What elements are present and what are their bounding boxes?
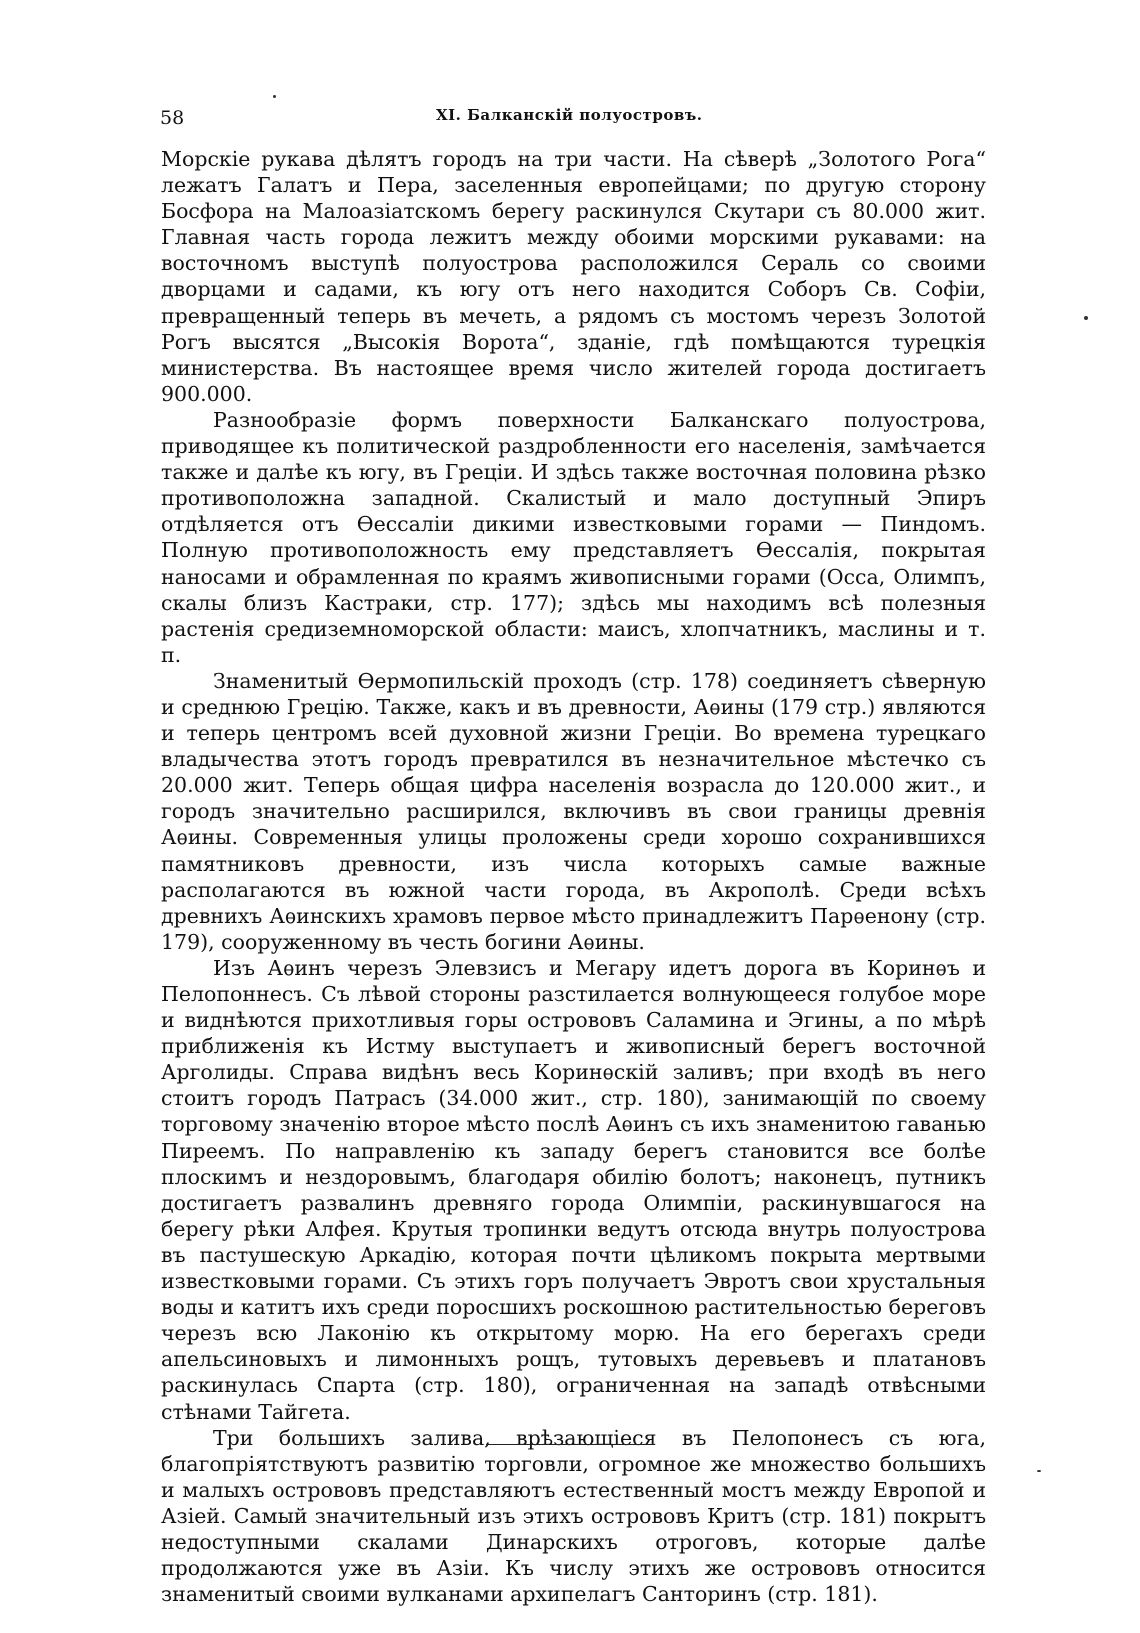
paragraph-2: Разнообразіе формъ поверхности Балканскаго полуострова, приводящее къ политической раздробленности его населенія, замѣчается также и далѣе къ югу, въ Греціи. И здѣсь также восточная половина рѣзко противоположна западной. Скалистый и мало доступный Эпиръ отдѣляется отъ Ѳессаліи дикими известковыми горами — Пиндомъ. Полную противоположность ему представляетъ Ѳессалія, покрытая наносами и обрамленная по краямъ живописными горами (Осса, Олимпъ, скалы близъ Кастраки, стр. 177); здѣсь мы находимъ всѣ полезныя растенія средиземноморской области: маисъ, хлопчатникъ, маслины и т. п. <box>161 407 986 667</box>
paragraph-3: Знаменитый Ѳермопильскій проходъ (стр. 178) соединяетъ сѣверную и среднюю Грецію. Также, какъ и въ древности, Аѳины (179 стр.) являются и теперь центромъ всей духовной жизни Греціи. Во времена турецкаго владычества этотъ городъ превратился въ незначительное мѣстечко съ 20.000 жит. Теперь общая цифра населенія возрасла до 120.000 жит., и городъ значительно расширился, включивъ въ свои границы древнія Аѳины. Современныя улицы проложены среди хорошо сохранившихся памятниковъ древности, изъ числа которыхъ самые важные располагаются въ южной части города, въ Акрополѣ. Среди всѣхъ древнихъ Аѳинскихъ храмовъ первое мѣсто принадлежитъ Парѳенону (стр. 179), сооруженному въ честь богини Аѳины. <box>161 668 986 954</box>
end-rule-divider <box>486 1444 654 1445</box>
paragraph-4: Изъ Аѳинъ черезъ Элевзисъ и Мегару идетъ дорога въ Коринѳъ и Пелопоннесъ. Съ лѣвой стороны разстилается волнующееся голубое море и виднѣются прихотливыя горы острововъ Саламина и Эгины, а по мѣрѣ приближенія къ Истму выступаетъ и живописный берегъ восточной Арголиды. Справа видѣнъ весь Коринѳскій заливъ; при входѣ въ него стоитъ городъ Патрасъ (34.000 жит., стр. 180), занимающій по своему торговому значенію второе мѣсто послѣ Аѳинъ съ ихъ знаменитою гаванью Пиреемъ. По направленію къ западу берегъ становится все болѣе плоскимъ и нездоровымъ, благодаря обилію болотъ; наконецъ, путникъ достигаетъ развалинъ древняго города Олимпіи, раскинувшагося на берегу рѣки Алфея. Крутыя тропинки ведутъ отсюда внутрь полуострова въ пастушескую Аркадію, которая почти цѣликомъ покрыта мертвыми известковыми горами. Съ этихъ горъ получаетъ Эвротъ свои хрустальныя воды и катитъ ихъ среди поросшихъ роскошною растительностью береговъ черезъ всю Лаконію къ открытому морю. На его берегахъ среди апельсиновыхъ и лимонныхъ рощъ, тутовыхъ деревьевъ и платановъ раскинулась Спарта (стр. 180), ограниченная на западѣ отвѣсными стѣнами Тайгета. <box>161 955 986 1424</box>
page-number: 58 <box>160 107 185 129</box>
paragraph-1: Морскіе рукава дѣлятъ городъ на три части. На сѣверѣ „Золотого Рога“ лежатъ Галатъ и Пера, заселенныя европейцами; по другую сторону Босфора на Малоазіатскомъ берегу раскинулся Скутари съ 80.000 жит. Главная часть города лежитъ между обоими морскими рукавами: на восточномъ выступѣ полуострова расположился Сераль со своими дворцами и садами, къ югу отъ него находится Соборъ Св. Софіи, превращенный теперь въ мечеть, а рядомъ съ мостомъ черезъ Золотой Рогъ высятся „Высокія Ворота“, зданіе, гдѣ помѣщаются турецкія министерства. Въ настоящее время число жителей города достигаетъ 900.000. <box>161 147 986 406</box>
running-head: XI. Балканскій полуостровъ. <box>436 106 703 124</box>
body-text <box>161 146 986 1607</box>
scan-speck <box>1037 1470 1041 1472</box>
scan-speck <box>1084 316 1088 320</box>
scan-speck <box>273 95 276 98</box>
paragraph-5: Три большихъ залива, врѣзающіеся въ Пелопонесъ съ юга, благопріятствуютъ развитію торговли, огромное же множество большихъ и малыхъ острововъ представляютъ естественный мостъ между Европой и Азіей. Самый значительный изъ этихъ острововъ Критъ (стр. 181) покрытъ недоступными скалами Динарскихъ отроговъ, которые далѣе продолжаются уже въ Азіи. Къ числу этихъ же острововъ относится знаменитый своими вулканами архипелагъ Санторинъ (стр. 181). <box>161 1425 986 1607</box>
